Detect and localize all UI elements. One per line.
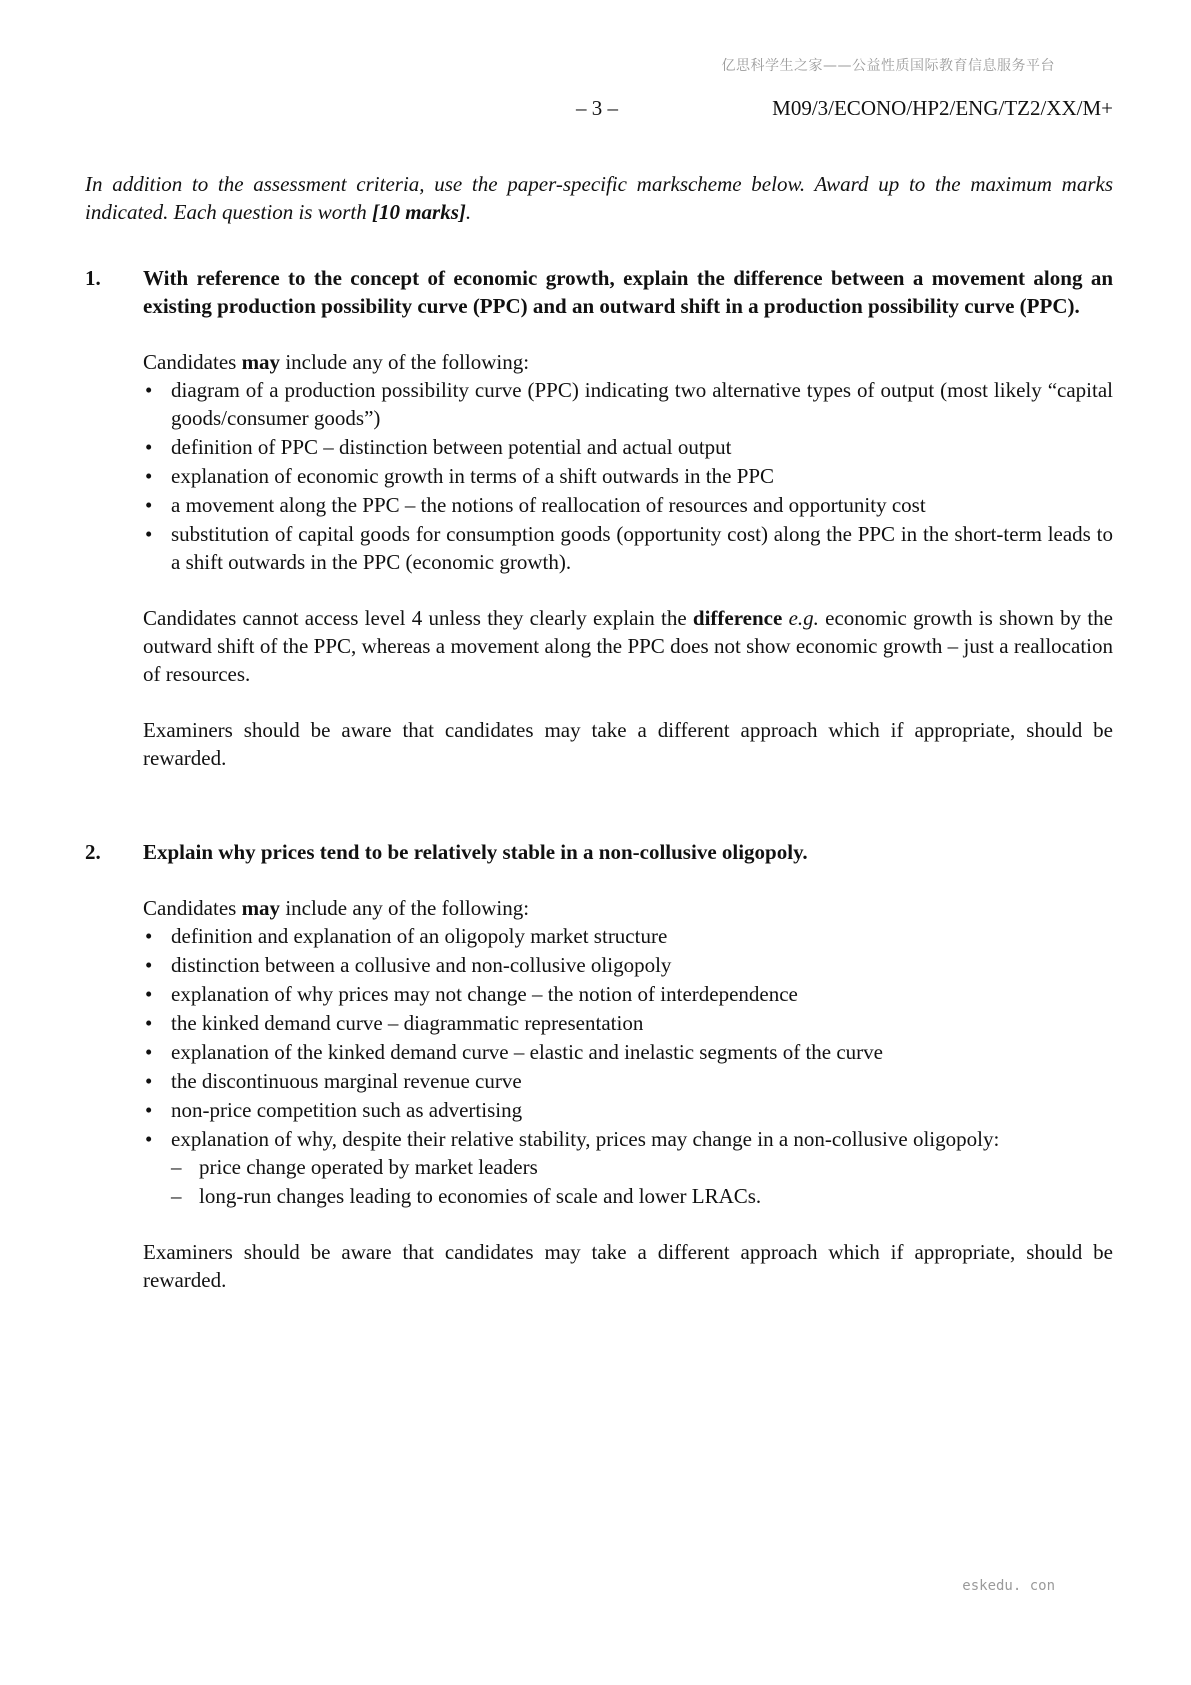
document-code: M09/3/ECONO/HP2/ENG/TZ2/XX/M+ (772, 96, 1113, 120)
list-item: • non-price competition such as advertising (143, 1096, 1113, 1124)
note-text: economic growth is shown by the outward shift of the PPC, whereas a movement along the PPC does not show economic growth – just a reallocation of resources. (143, 606, 1113, 686)
list-item: • the kinked demand curve – diagrammatic representation (143, 1009, 1113, 1037)
question-2-markscheme (143, 894, 1113, 1294)
intro-text: In addition to the assessment criteria, use the paper-specific markscheme below. Award up to the maximum marks indicated. Each question is worth (85, 172, 1113, 224)
lead-text: include any of the following: (280, 896, 530, 920)
sub-list-item: – long-run changes leading to economies of scale and lower LRACs. (171, 1182, 1113, 1210)
note-bold: difference (692, 606, 783, 630)
lead-text: Candidates (143, 896, 242, 920)
list-item: • distinction between a collusive and non-collusive oligopoly (143, 951, 1113, 979)
lead-sentence (143, 894, 1113, 922)
question-title: Explain why prices tend to be relatively stable in a non-collusive oligopoly. (143, 840, 808, 864)
spacer (85, 800, 1113, 838)
note-italic: e.g. (788, 606, 819, 630)
lead-text: include any of the following: (280, 350, 530, 374)
list-item: • definition and explanation of an oligopoly market structure (143, 922, 1113, 950)
list-item-text: explanation of why, despite their relative stability, prices may change in a non-collusive oligopoly: (171, 1127, 1000, 1151)
list-item (143, 1125, 1113, 1210)
bullet-list (143, 922, 1113, 1210)
lead-bold: may (241, 350, 281, 374)
intro-period: . (465, 200, 472, 224)
bullet-list (143, 376, 1113, 576)
sub-list (171, 1153, 1113, 1210)
note-text: Candidates cannot access level 4 unless they clearly explain the (143, 606, 693, 630)
watermark-bottom: eskedu. con (962, 1578, 1055, 1594)
list-item: • diagram of a production possibility curve (PPC) indicating two alternative types of output (most likely “capital goods/consumer goods”) (143, 376, 1113, 432)
list-item: • the discontinuous marginal revenue curve (143, 1067, 1113, 1095)
question-2-heading (85, 838, 1113, 866)
question-title: With reference to the concept of economic growth, explain the difference between a movement along an existing production possibility curve (PPC) and an outward shift in a production possibility curve (PPC). (143, 266, 1113, 318)
list-item: • explanation of economic growth in terms of a shift outwards in the PPC (143, 462, 1113, 490)
document-body (85, 170, 1113, 1322)
list-item: • a movement along the PPC – the notions of reallocation of resources and opportunity cost (143, 491, 1113, 519)
page-number: – 3 – (576, 96, 618, 120)
question-1-heading (85, 264, 1113, 320)
sub-list-item: – price change operated by market leaders (171, 1153, 1113, 1181)
lead-text: Candidates (143, 350, 242, 374)
watermark-top: 亿思科学生之家——公益性质国际教育信息服务平台 (721, 58, 1055, 74)
list-item: • substitution of capital goods for consumption goods (opportunity cost) along the PPC in the short-term leads to a shift outwards in the PPC (economic growth). (143, 520, 1113, 576)
intro-marks: [10 marks] (371, 200, 466, 224)
list-item: • explanation of the kinked demand curve – elastic and inelastic segments of the curve (143, 1038, 1113, 1066)
lead-bold: may (241, 896, 281, 920)
closing-note: Examiners should be aware that candidates may take a different approach which if appropriate, should be rewarded. (143, 1240, 1113, 1292)
list-item: • definition of PPC – distinction between potential and actual output (143, 433, 1113, 461)
list-item: • explanation of why prices may not change – the notion of interdependence (143, 980, 1113, 1008)
question-number: 1. (85, 266, 101, 290)
lead-sentence (143, 348, 1113, 376)
question-number: 2. (85, 840, 101, 864)
level-note (143, 604, 1113, 688)
closing-note: Examiners should be aware that candidates may take a different approach which if appropriate, should be rewarded. (143, 718, 1113, 770)
question-1-markscheme (143, 348, 1113, 772)
intro-paragraph (85, 170, 1113, 226)
